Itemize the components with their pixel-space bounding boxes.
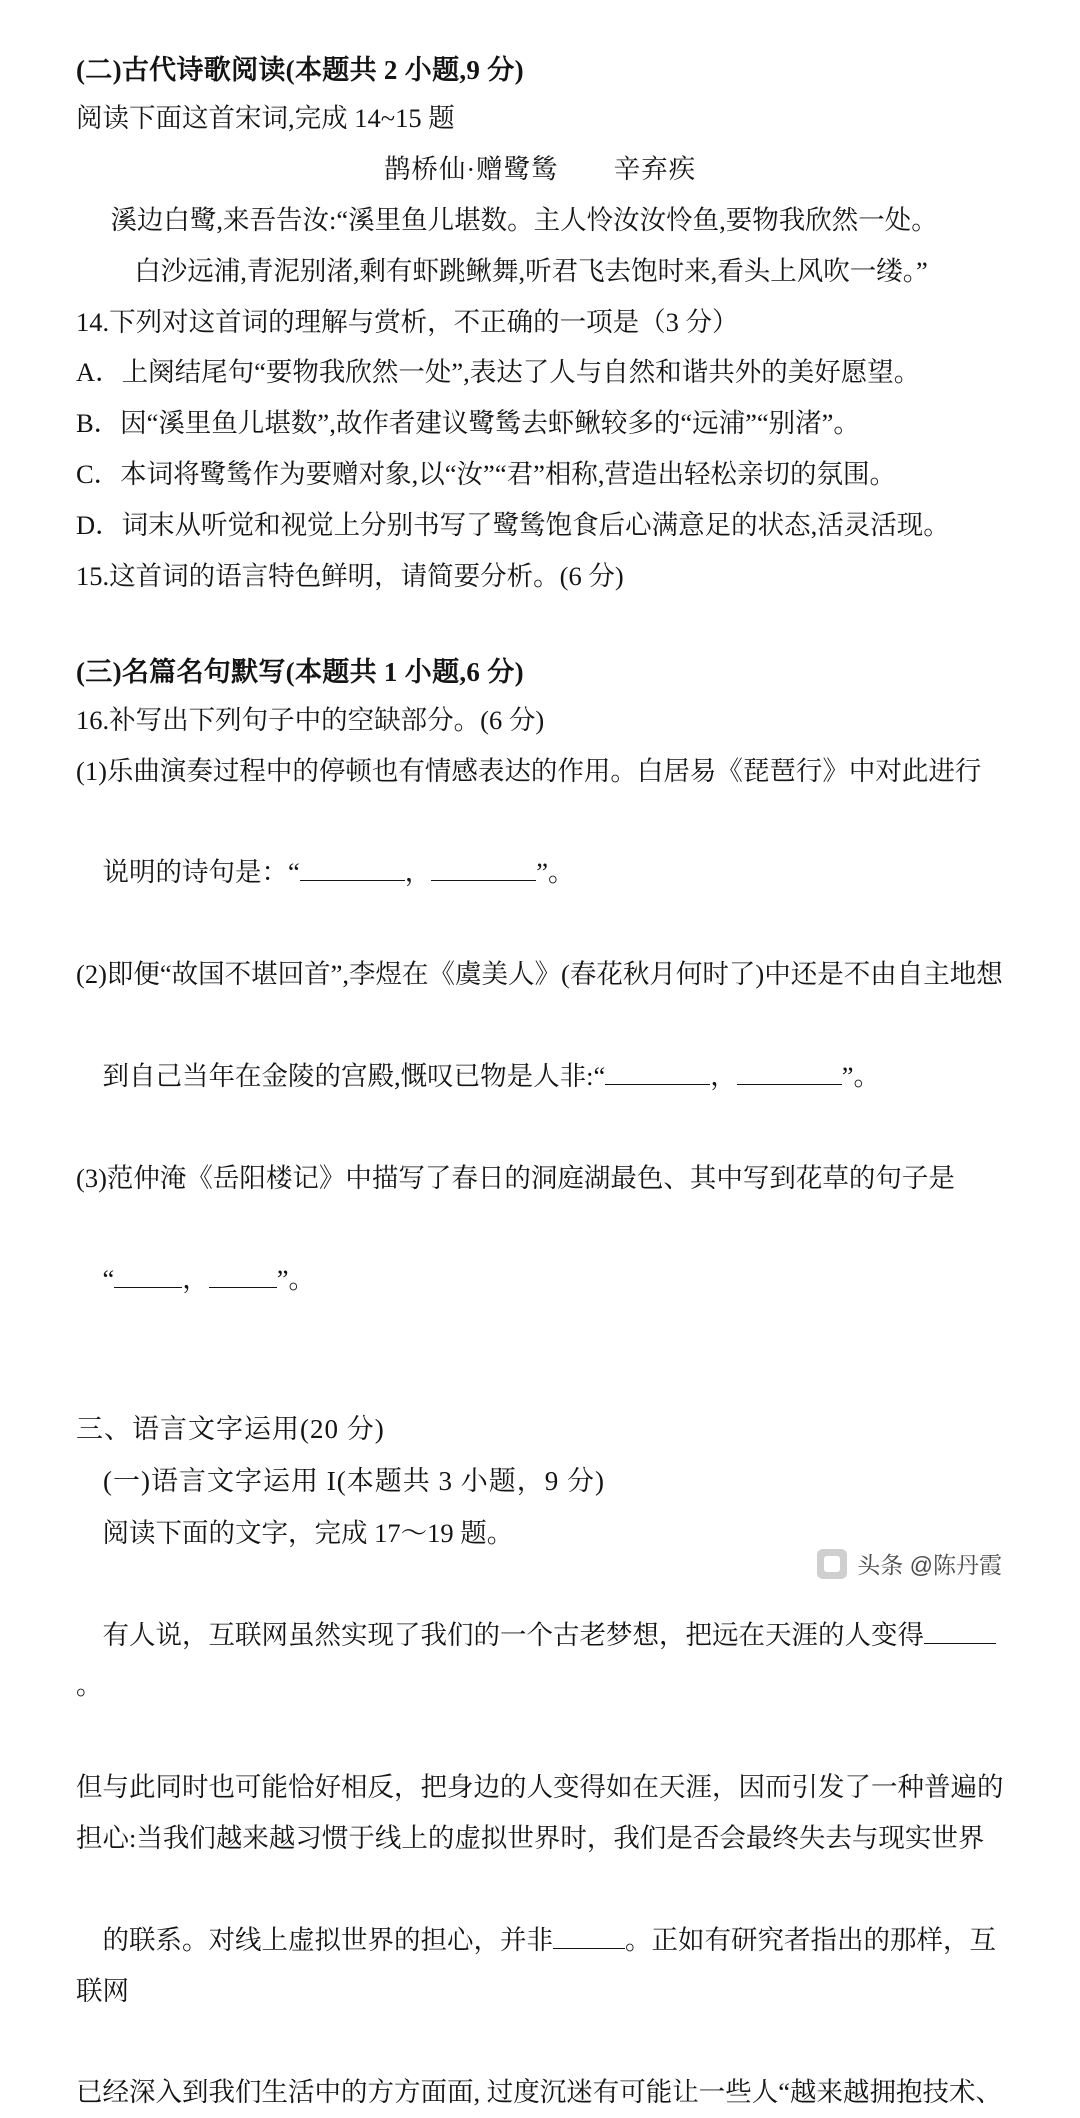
dictation-item-3-text-a: “: [102, 1264, 115, 1295]
dictation-item-3-line-1: (3)范仲淹《岳阳楼记》中描写了春日的洞庭湖最色、其中写到花草的句子是: [76, 1162, 955, 1193]
blank-1b: [431, 880, 536, 881]
choice-c: C．本词将鹭鸶作为要赠对象,以“汝”“君”相称,营造出轻松亲切的氛围。: [76, 459, 896, 490]
dictation-item-2-text-a: 到自己当年在金陵的宫殿,慨叹已物是人非:“: [102, 1060, 606, 1091]
passage-line-2: 但与此同时也可能恰好相反，把身边的人变得如在天涯，因而引发了一种普遍的: [76, 1772, 1004, 1803]
dictation-item-3-text-b: ，: [182, 1264, 209, 1295]
passage-text-1: 有人说，互联网虽然实现了我们的一个古老梦想，把远在天涯的人变得: [102, 1619, 924, 1650]
toutiao-logo-icon: [817, 1549, 847, 1579]
question-16: 16.补写出下列句子中的空缺部分。(6 分): [76, 704, 545, 735]
watermark-text: 头条 @陈丹霞: [857, 1552, 1002, 1578]
blank-3a: [114, 1287, 182, 1288]
choice-b: B．因“溪里鱼儿堪数”,故作者建议鹭鸶去虾鳅较多的“远浦”“别渚”。: [76, 408, 860, 439]
blank-1a: [300, 880, 405, 881]
language-instruction: 阅读下面的文字，完成 17～19 题。: [102, 1517, 514, 1548]
dictation-item-3-text-c: ”。: [276, 1264, 316, 1295]
section-heading-poetry: (二)古代诗歌阅读(本题共 2 小题,9 分): [76, 55, 524, 85]
spacer-1: [76, 602, 1004, 650]
blank-passage-1: [924, 1643, 996, 1644]
poetry-instruction: 阅读下面这首宋词,完成 14~15 题: [76, 103, 455, 133]
blank-3b: [209, 1287, 277, 1288]
watermark: [817, 1547, 1002, 1580]
blank-2a: [605, 1084, 710, 1085]
passage-line-5: 已经深入到我们生活中的方方面面, 过度沉迷有可能让一些人“越来越拥抱技术、: [76, 2077, 1003, 2108]
choice-a: A．上阕结尾句“要物我欣然一处”,表达了人与自然和谐共外的美好愿望。: [76, 357, 921, 388]
passage-text-1-end: 。: [76, 1670, 103, 1701]
poem-line-1: 溪边白鹭,来吾告汝:“溪里鱼儿堪数。主人怜汝汝怜鱼,要物我欣然一处。: [110, 204, 938, 235]
dictation-item-2-text-b: ，: [710, 1060, 737, 1091]
poem-title: 鹊桥仙·赠鹭鸶 辛弃疾: [383, 153, 697, 184]
dictation-item-1-line-1: (1)乐曲演奏过程中的停顿也有情感表达的作用。白居易《琵琶行》中对此进行: [76, 755, 982, 786]
dictation-item-2-text-c: ”。: [841, 1060, 881, 1091]
passage-line-1: [76, 1559, 1004, 1763]
passage-text-4: 的联系。对线上虚拟世界的担心，并非: [102, 1924, 553, 1955]
dictation-item-1-text-c: ”。: [536, 857, 575, 888]
section-heading-dictation: (三)名篇名句默写(本题共 1 小题,6 分): [76, 656, 524, 687]
dictation-item-1-line-2: [76, 797, 1004, 950]
dictation-item-2-line-1: (2)即便“故国不堪回首”,李煜在《虞美人》(春花秋月何时了)中还是不由自主地想: [76, 959, 1003, 990]
choice-d: D．词末从听觉和视觉上分别书写了鹭鸶饱食后心满意足的状态,活灵活现。: [76, 510, 950, 540]
question-15: 15.这首词的语言特色鲜明，请简要分析。(6 分): [76, 560, 624, 591]
blank-passage-2: [553, 1948, 625, 1949]
dictation-item-1-text-a: 说明的诗句是：“: [102, 857, 300, 888]
passage-line-3: 担心:当我们越来越习惯于线上的虚拟世界时，我们是否会最终失去与现实世界: [76, 1823, 985, 1854]
dictation-item-3-line-2: [76, 1204, 1004, 1357]
passage-text-4-end: 。正如有研究者指出的那样，互联网: [76, 1924, 996, 2006]
section-subheading-language-1: (一)语言文字运用 I(本题共 3 小题，9 分): [103, 1465, 605, 1496]
dictation-item-2-line-2: [76, 1000, 1004, 1153]
section-heading-language: 三、语言文字运用(20 分): [76, 1414, 385, 1445]
poem-line-2: 白沙远浦,青泥别渚,剩有虾跳鳅舞,听君飞去饱时来,看头上风吹一缕。”: [134, 255, 928, 286]
passage-line-4: [76, 1864, 1004, 2068]
question-14: 14.下列对这首词的理解与赏析，不正确的一项是（3 分）: [76, 306, 739, 337]
spacer-2: [76, 1356, 1004, 1404]
dictation-item-1-text-b: ，: [404, 857, 432, 888]
blank-2b: [737, 1084, 842, 1085]
